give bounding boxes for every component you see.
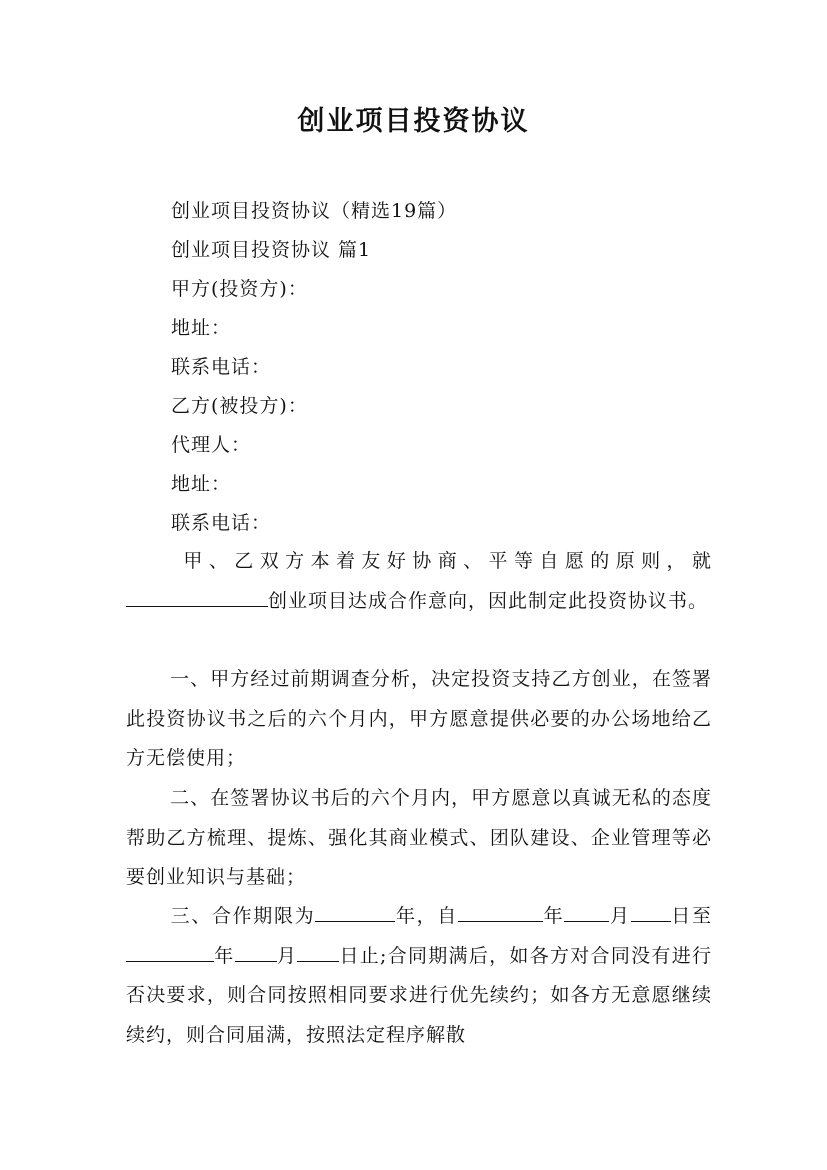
clause-3-text-c: 年 <box>542 905 565 927</box>
preamble-text-start: 甲、乙双方本着友好协商、平等自愿的原则，就 <box>178 550 712 572</box>
clause-1-paragraph <box>126 660 712 780</box>
party-a-address-label: 地址： <box>171 317 232 339</box>
end-year-blank <box>126 943 214 962</box>
start-day-blank <box>631 903 671 922</box>
preamble-paragraph <box>126 542 712 662</box>
start-year-blank <box>458 903 543 922</box>
preamble-text-end: 创业项目达成合作意向，因此制定此投资协议书。 <box>268 589 709 612</box>
section-heading: 创业项目投资协议 篇1 <box>171 239 372 261</box>
clause-2-paragraph <box>126 779 712 899</box>
clause-3-text-d: 月 <box>609 905 631 927</box>
party-b-phone-label: 联系电话： <box>171 512 272 534</box>
clause-3-text-a: 三、合作期限为 <box>170 905 316 927</box>
party-b-address-label: 地址： <box>171 473 232 495</box>
clause-1-text: 一、甲方经过前期调查分析，决定投资支持乙方创业，在签署此投资协议书之后的六个月内，甲方愿意提供必要的办公场地给乙方无偿使用； <box>126 668 712 770</box>
clause-3-text-b: 年，自 <box>395 905 458 927</box>
clause-3-text-h: 日止;合同期满后，如各方对合同没有进行否决要求，则合同按照相同要求进行优先续约；如各方无意愿继续续约，则合同届满，按照法定程序解散 <box>126 944 712 1046</box>
start-month-blank <box>564 903 609 922</box>
party-a-label: 甲方(投资方)： <box>171 278 308 300</box>
end-day-blank <box>297 943 339 962</box>
clause-3-paragraph <box>126 897 712 1057</box>
end-month-blank <box>235 943 277 962</box>
clause-3-text-e: 日至 <box>670 905 712 927</box>
clause-2-text: 二、在签署协议书后的六个月内，甲方愿意以真诚无私的态度帮助乙方梳理、提炼、强化其商业模式、团队建设、企业管理等必要创业知识与基础； <box>126 787 712 889</box>
clause-3-text-f: 年 <box>214 944 235 967</box>
clause-3-text-g: 月 <box>276 944 298 967</box>
party-b-agent-label: 代理人： <box>171 434 252 456</box>
party-b-label: 乙方(被投方)： <box>171 395 308 417</box>
term-years-blank <box>315 903 395 922</box>
document-title: 创业项目投资协议 <box>297 106 530 137</box>
party-a-phone-label: 联系电话： <box>171 356 272 378</box>
subtitle-line: 创业项目投资协议（精选19篇） <box>171 200 458 222</box>
project-name-blank <box>126 588 268 607</box>
